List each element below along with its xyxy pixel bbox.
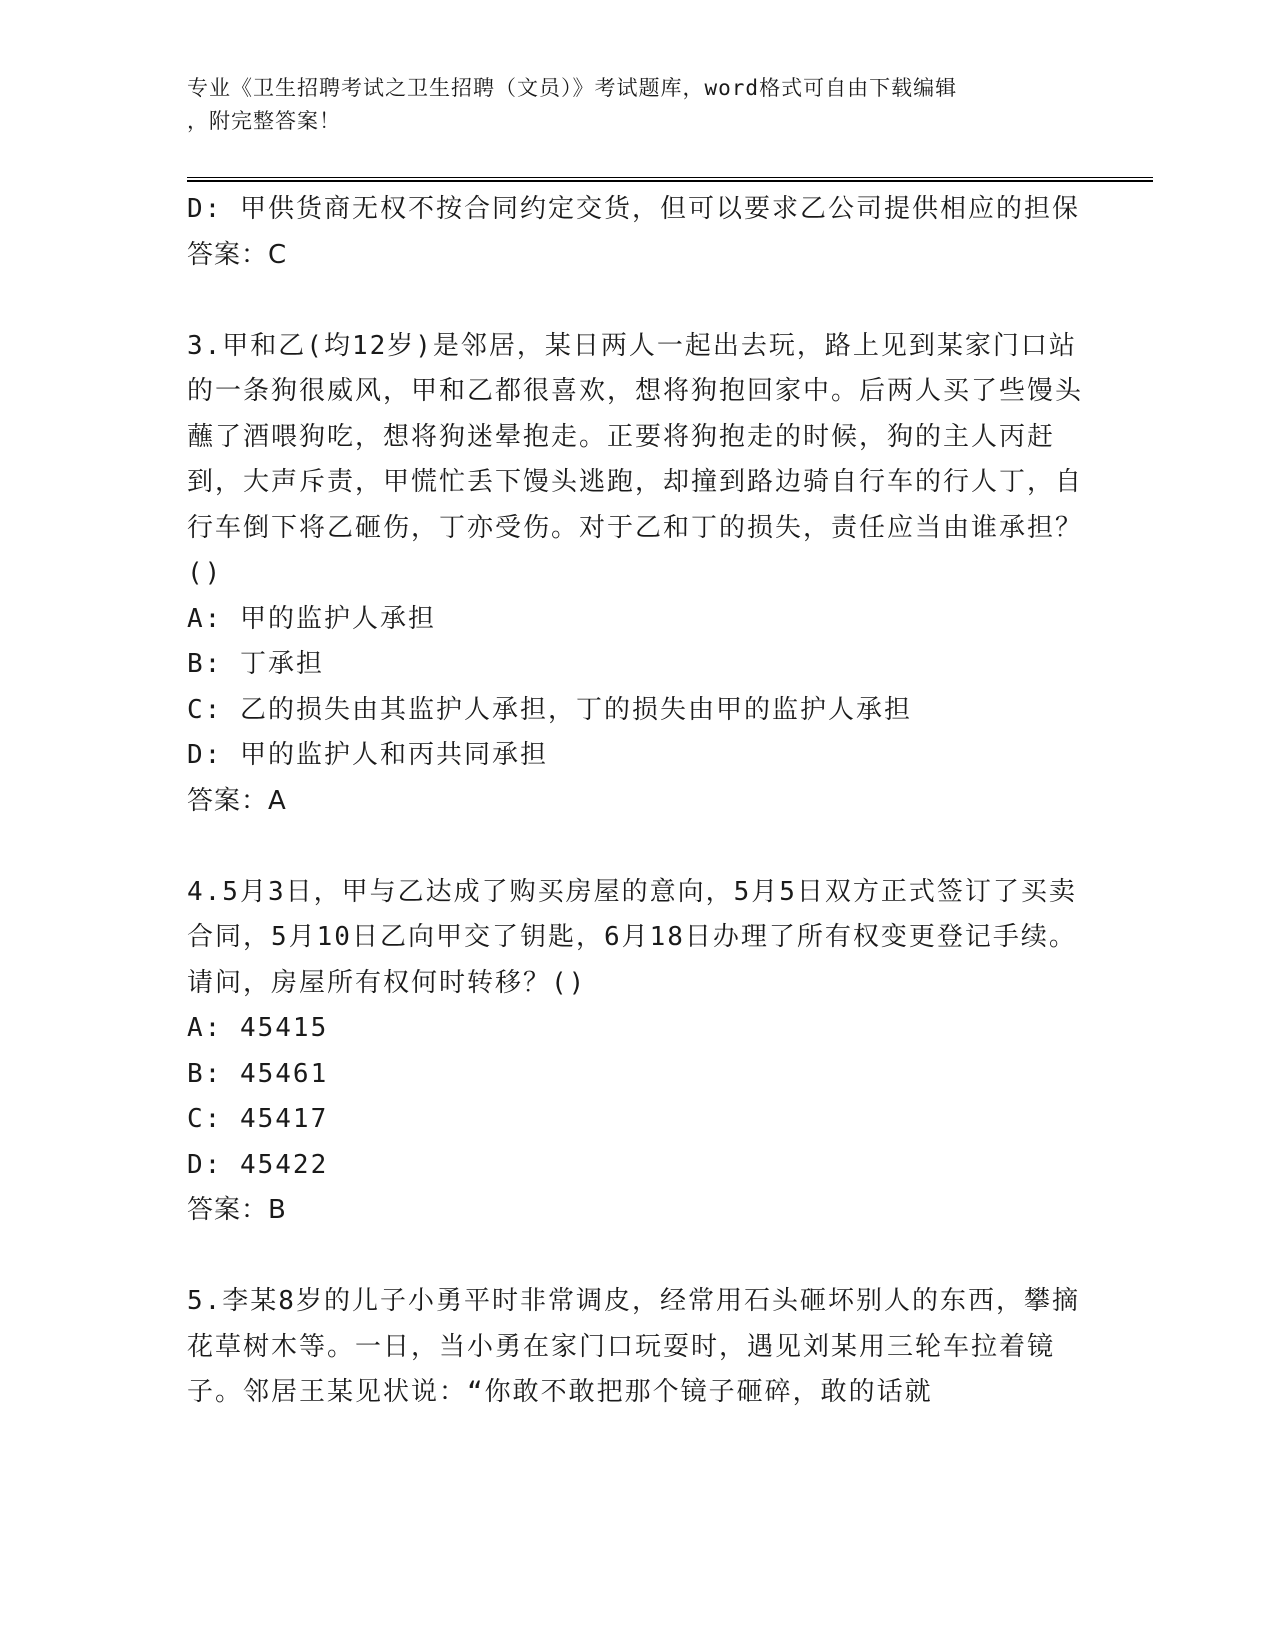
q4-stem: 4.5月3日，甲与乙达成了购买房屋的意向，5月5日双方正式签订了买卖合同，5月10日乙向甲交了钥匙，6月18日办理了所有权变更登记手续。请问，房屋所有权何时转移？() [187, 876, 1077, 998]
header-divider [187, 177, 1153, 182]
q4-option-b: B: 45461 [187, 1058, 329, 1089]
q5-stem: 5.李某8岁的儿子小勇平时非常调皮，经常用石头砸坏别人的东西，攀摘花草树木等。一日，当小勇在家门口玩耍时，遇见刘某用三轮车拉着镜子。邻居王某见状说：“你敢不敢把那个镜子砸碎，敢的话就 [187, 1286, 1080, 1407]
header-line-2: ，附完整答案！ [187, 109, 341, 133]
q2-option-d: D: 甲供货商无权不按合同约定交货，但可以要求乙公司提供相应的担保 [187, 194, 1080, 224]
spacer [187, 278, 1087, 324]
q3-option-d: D: 甲的监护人和丙共同承担 [187, 740, 548, 770]
q4-option-c: C: 45417 [187, 1104, 329, 1134]
q3-option-b: B: 丁承担 [187, 649, 324, 679]
q2-answer: 答案：C [187, 239, 288, 270]
spacer [187, 824, 1087, 870]
question-2-tail [187, 187, 1087, 278]
question-4 [187, 870, 1087, 1234]
q3-option-a: A: 甲的监护人承担 [187, 603, 436, 634]
q4-answer: 答案：B [187, 1195, 287, 1225]
question-5 [187, 1279, 1087, 1416]
document-body [187, 187, 1087, 1416]
q4-option-d: D: 45422 [187, 1149, 329, 1180]
question-3 [187, 324, 1087, 825]
q4-option-a: A: 45415 [187, 1013, 329, 1043]
header-line-1: 专业《卫生招聘考试之卫生招聘（文员）》考试题库，word格式可自由下载编辑 [187, 76, 958, 100]
q3-option-c: C: 乙的损失由其监护人承担，丁的损失由甲的监护人承担 [187, 694, 912, 725]
spacer [187, 1234, 1087, 1280]
q3-stem: 3.甲和乙(均12岁)是邻居，某日两人一起出去玩，路上见到某家门口站的一条狗很威风，甲和乙都很喜欢，想将狗抱回家中。后两人买了些馒头蘸了酒喂狗吃，想将狗迷晕抱走。正要将狗抱走的时候，狗的主人丙赶到，大声斥责，甲慌忙丢下馒头逃跑，却撞到路边骑自行车的行人丁，自行车倒下将乙砸伤，丁亦受伤。对于乙和丁的损失，责任应当由谁承担？() [187, 330, 1084, 588]
q3-answer: 答案：A [187, 785, 287, 816]
document-header [187, 72, 1087, 138]
